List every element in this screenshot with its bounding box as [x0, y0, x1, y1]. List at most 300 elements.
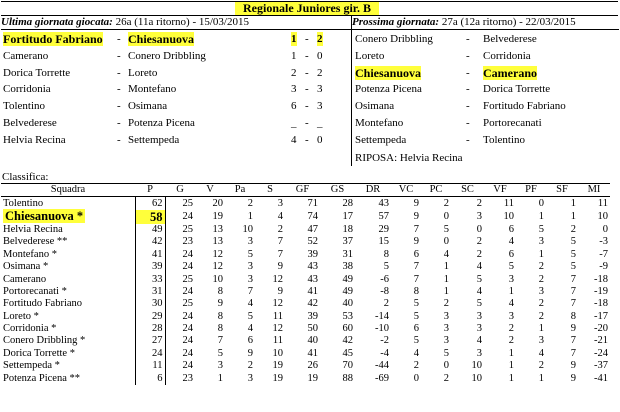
table-row [1, 261, 610, 273]
away-team: Dorica Torrette [483, 83, 551, 96]
stat-cell: 0 [476, 223, 482, 235]
table-row [1, 249, 610, 261]
stat-cell: 1 [443, 285, 449, 297]
stat-cell: 62 [135, 197, 165, 210]
match-row [1, 116, 351, 130]
stat-cell: 3 [247, 372, 253, 384]
stat-cell: 12 [272, 298, 283, 310]
home-team: Helvia Recina [3, 133, 66, 146]
stat-cell: 11 [272, 335, 283, 347]
away-team: Settempeda [128, 133, 180, 146]
stat-cell: 3 [476, 347, 482, 359]
stat-cell: 2 [443, 298, 449, 310]
stat-cell: 4 [538, 347, 544, 359]
stat-cell: 9 [277, 261, 283, 273]
stat-cell: 88 [342, 372, 353, 384]
column-header: GF [285, 184, 320, 197]
match-dash: - [466, 117, 470, 129]
score-dash: - [305, 49, 309, 62]
stat-cell: 4 [277, 210, 283, 222]
stat-cell: -17 [594, 310, 608, 322]
stat-cell: -37 [594, 360, 608, 372]
stat-cell: 28 [342, 197, 353, 209]
team-name-cell: Montefano * [3, 248, 57, 260]
home-team: Potenza Picena [355, 83, 422, 96]
column-header: P [135, 184, 165, 197]
match-row [352, 99, 619, 113]
stat-cell: 31 [135, 286, 165, 298]
match-row [352, 133, 619, 147]
table-row [1, 273, 610, 285]
home-score: 1 [291, 33, 297, 45]
stat-cell: 7 [413, 273, 419, 285]
stat-cell: 24 [182, 248, 193, 260]
stat-cell: -9 [599, 261, 608, 273]
stat-cell: 1 [570, 197, 576, 209]
stat-cell: -20 [594, 323, 608, 335]
stat-cell: 49 [135, 224, 165, 236]
score-dash: - [305, 33, 309, 45]
stat-cell: 0 [443, 236, 449, 248]
stat-cell: 2 [247, 197, 253, 209]
table-row [1, 298, 610, 310]
away-score: 3 [317, 100, 323, 113]
away-team: Portorecanati [483, 117, 542, 129]
stat-cell: 1 [508, 360, 514, 372]
stat-cell: 3 [247, 261, 253, 273]
column-header: SF [546, 184, 578, 197]
stat-cell: 3 [538, 236, 544, 248]
away-team: Conero Dribbling [128, 49, 206, 62]
stat-cell: -6 [380, 273, 389, 285]
stat-cell: 50 [307, 323, 318, 335]
stat-cell: 10 [212, 273, 223, 285]
stat-cell: 12 [212, 248, 223, 260]
home-score: 6 [291, 100, 297, 113]
column-header: S [255, 184, 285, 197]
stat-cell: 3 [443, 310, 449, 322]
stat-cell: 41 [307, 285, 318, 297]
stat-cell: 18 [342, 223, 353, 235]
stat-cell: 9 [413, 197, 419, 209]
away-team: Potenza Picena [128, 117, 195, 129]
stat-cell: 6 [247, 335, 253, 347]
stat-cell: 4 [476, 285, 482, 297]
stat-cell: 39 [307, 310, 318, 322]
stat-cell: 9 [570, 360, 576, 372]
stat-cell: 2 [538, 273, 544, 285]
stat-cell: 15 [378, 236, 389, 248]
home-team: Chiesanuova [355, 65, 422, 80]
stat-cell: 2 [413, 360, 419, 372]
stat-cell: 3 [476, 210, 482, 222]
stat-cell: 11 [135, 360, 165, 372]
page-title: Regionale Juniores gir. B [235, 2, 379, 15]
stat-cell: 4 [508, 236, 514, 248]
home-score: 3 [291, 83, 297, 96]
stat-cell: 6 [413, 248, 419, 260]
stat-cell: 7 [413, 261, 419, 273]
stat-cell: 43 [307, 273, 318, 285]
stat-cell: 57 [378, 210, 389, 222]
stat-cell: 26 [307, 360, 318, 372]
stat-cell: -19 [594, 285, 608, 297]
stat-cell: 2 [476, 197, 482, 209]
stat-cell: 5 [247, 248, 253, 260]
column-header: Pa [225, 184, 255, 197]
stat-cell: 11 [503, 197, 514, 209]
stat-cell: 3 [538, 335, 544, 347]
stat-cell: 39 [307, 248, 318, 260]
stat-cell: 2 [443, 197, 449, 209]
table-row [1, 372, 610, 384]
match-row [352, 116, 619, 130]
stat-cell: 41 [307, 347, 318, 359]
away-score: 3 [317, 83, 323, 96]
home-team: Dorica Torrette [3, 66, 71, 79]
stat-cell: 5 [570, 236, 576, 248]
next-round-panel [352, 15, 619, 166]
stat-cell: 7 [277, 248, 283, 260]
stat-cell: -18 [594, 298, 608, 310]
home-team: Tolentino [3, 100, 46, 113]
table-row [1, 360, 610, 372]
stat-cell: 0 [443, 360, 449, 372]
stat-cell: 2 [383, 298, 389, 310]
stat-cell: 12 [212, 261, 223, 273]
match-row [352, 66, 619, 80]
stat-cell: 5 [570, 248, 576, 260]
team-name-cell: Tolentino [3, 197, 44, 209]
stat-cell: -24 [594, 347, 608, 359]
next-round-header [352, 15, 619, 30]
team-name-cell: Dorica Torrette * [3, 347, 75, 359]
stat-cell: 5 [413, 335, 419, 347]
stat-cell: 1 [538, 248, 544, 260]
last-round-panel [1, 15, 352, 166]
stat-cell: 9 [277, 285, 283, 297]
home-score: _ [291, 117, 297, 129]
stat-cell: 1 [443, 273, 449, 285]
stat-cell: 1 [443, 261, 449, 273]
match-dash: - [117, 83, 121, 96]
match-row [1, 82, 351, 96]
match-dash: - [466, 100, 470, 113]
stat-cell: 25 [182, 298, 193, 310]
column-header: VF [484, 184, 516, 197]
match-dash: - [117, 33, 121, 45]
away-team: Loreto [128, 66, 158, 79]
match-row [1, 99, 351, 113]
stat-cell: 39 [135, 261, 165, 273]
stat-cell: 4 [247, 323, 253, 335]
stat-cell: 38 [342, 261, 353, 273]
stat-cell: 5 [570, 261, 576, 273]
team-name-cell: Corridonia * [3, 323, 57, 335]
stat-cell: -8 [380, 285, 389, 297]
stat-cell: 5 [443, 223, 449, 235]
stat-cell: 3 [443, 323, 449, 335]
match-row [352, 49, 619, 63]
home-team: Fortitudo Fabriano [3, 32, 103, 46]
table-row [1, 224, 610, 236]
stat-cell: -3 [599, 236, 608, 248]
away-team: Fortitudo Fabriano [483, 100, 566, 113]
match-dash: - [466, 66, 470, 79]
column-header: DR [355, 184, 391, 197]
away-team: Chiesanuova [128, 32, 195, 46]
stat-cell: 2 [538, 298, 544, 310]
stat-cell: 43 [378, 197, 389, 209]
stat-cell: 13 [212, 236, 223, 248]
table-row [1, 286, 610, 298]
stat-cell: 3 [443, 335, 449, 347]
standings-label: Classifica: [2, 171, 49, 183]
team-name: Chiesanuova * [5, 208, 84, 223]
stat-cell: 6 [413, 323, 419, 335]
team-name-cell: Potenza Picena ** [3, 372, 80, 384]
stat-cell: 30 [135, 298, 165, 310]
column-header: VC [391, 184, 421, 197]
stat-cell: 37 [342, 236, 353, 248]
stat-cell: 24 [182, 360, 193, 372]
stat-cell: 6 [508, 223, 514, 235]
stat-cell: 3 [277, 197, 283, 209]
stat-cell: 5 [413, 310, 419, 322]
stat-cell: 7 [570, 347, 576, 359]
stat-cell: 24 [182, 210, 193, 222]
stat-cell: 1 [538, 210, 544, 222]
stat-cell: 2 [538, 360, 544, 372]
stat-cell: 8 [383, 248, 389, 260]
column-header: G [165, 184, 195, 197]
match-dash: - [466, 33, 470, 45]
stat-cell: 2 [508, 323, 514, 335]
stat-cell: 6 [135, 372, 165, 384]
stat-cell: 1 [538, 323, 544, 335]
stat-cell: -44 [375, 360, 389, 372]
home-team: Conero Dribbling [355, 33, 433, 45]
home-team: Montefano [355, 117, 404, 129]
home-score: 4 [291, 133, 297, 146]
stat-cell: 0 [413, 372, 419, 384]
stat-cell: 10 [471, 360, 482, 372]
home-team: Belvederese [3, 117, 57, 129]
stat-cell: 24 [135, 348, 165, 360]
stat-cell: 2 [570, 223, 576, 235]
home-team: Loreto [355, 49, 385, 62]
table-row [1, 323, 610, 335]
stat-cell: 5 [217, 347, 223, 359]
stat-cell: 45 [342, 347, 353, 359]
table-row [1, 236, 610, 248]
team-name-cell: Osimana * [3, 261, 49, 273]
stat-cell: 5 [476, 298, 482, 310]
score-dash: - [305, 83, 309, 96]
stat-cell: 23 [182, 372, 193, 384]
rest-team: RIPOSA: Helvia Recina [355, 152, 463, 164]
standings-table [1, 183, 610, 385]
away-team: Osimana [128, 100, 168, 113]
next-round-info: 27a (12a ritorno) - 22/03/2015 [441, 16, 576, 28]
stat-cell: 42 [342, 335, 353, 347]
stat-cell: 5 [413, 298, 419, 310]
stat-cell: 74 [307, 210, 318, 222]
stat-cell: 2 [476, 248, 482, 260]
team-name-cell: Settempeda * [3, 360, 60, 372]
match-row [352, 82, 619, 96]
away-team: Tolentino [483, 133, 526, 146]
away-score: 0 [317, 49, 323, 62]
stat-cell: 27 [135, 335, 165, 347]
stat-cell: 19 [272, 372, 283, 384]
stat-cell: 5 [538, 223, 544, 235]
stat-cell: 71 [307, 197, 318, 209]
away-team: Belvederese [483, 33, 537, 45]
stat-cell: 24 [182, 323, 193, 335]
team-name-cell: Camerano [3, 273, 47, 285]
stat-cell: 4 [443, 248, 449, 260]
stat-cell: 3 [538, 285, 544, 297]
stat-cell: 12 [272, 273, 283, 285]
stat-cell: -10 [375, 323, 389, 335]
title-bar [1, 1, 618, 16]
standings-header-row [1, 184, 610, 197]
stat-cell: 10 [242, 223, 253, 235]
stat-cell: 12 [272, 323, 283, 335]
stat-cell: 3 [247, 273, 253, 285]
match-row [352, 32, 619, 46]
stat-cell: 4 [476, 261, 482, 273]
stat-cell: 3 [247, 236, 253, 248]
stat-cell: 10 [597, 210, 608, 222]
last-round-info: 26a (11a ritorno) - 15/03/2015 [115, 16, 249, 28]
last-round-label: Ultima giornata giocata: [1, 16, 113, 28]
table-row [1, 348, 610, 360]
stat-cell: 5 [508, 261, 514, 273]
stat-cell: 3 [217, 360, 223, 372]
stat-cell: 17 [342, 210, 353, 222]
stat-cell: 2 [508, 335, 514, 347]
stat-cell: 13 [212, 223, 223, 235]
stat-cell: 25 [182, 223, 193, 235]
stat-cell: -14 [375, 310, 389, 322]
home-team: Osimana [355, 100, 395, 113]
stat-cell: 40 [342, 298, 353, 310]
stat-cell: 8 [217, 323, 223, 335]
stat-cell: 0 [602, 223, 608, 235]
stat-cell: 0 [538, 197, 544, 209]
stat-cell: -4 [380, 347, 389, 359]
stat-cell: 7 [247, 285, 253, 297]
score-dash: - [305, 117, 309, 129]
stat-cell: -69 [375, 372, 389, 384]
stat-cell: 1 [217, 372, 223, 384]
stat-cell: 3 [476, 310, 482, 322]
stat-cell: 3 [508, 310, 514, 322]
stat-cell: 6 [508, 248, 514, 260]
stat-cell: 42 [135, 236, 165, 248]
next-round-label: Prossima giornata: [352, 16, 440, 28]
stat-cell: 10 [471, 372, 482, 384]
match-dash: - [466, 133, 470, 146]
stat-cell: 2 [247, 360, 253, 372]
stat-cell: 7 [570, 273, 576, 285]
stat-cell: 8 [217, 310, 223, 322]
stat-cell: 25 [182, 197, 193, 209]
column-header: MI [578, 184, 610, 197]
team-name-cell: Conero Dribbling * [3, 335, 86, 347]
stat-cell: 1 [508, 347, 514, 359]
stat-cell: 49 [342, 285, 353, 297]
stat-cell: 52 [307, 236, 318, 248]
stat-cell: 5 [247, 310, 253, 322]
stat-cell: 40 [307, 335, 318, 347]
home-score: 1 [291, 49, 297, 62]
stat-cell: 2 [538, 261, 544, 273]
stat-cell: 29 [378, 223, 389, 235]
away-score: 2 [317, 33, 323, 45]
stat-cell: -41 [594, 372, 608, 384]
match-dash: - [117, 133, 121, 146]
table-row [1, 311, 610, 323]
stat-cell: 10 [272, 347, 283, 359]
away-score: _ [317, 117, 323, 129]
stat-cell: 10 [503, 210, 514, 222]
stat-cell: 24 [182, 310, 193, 322]
stat-cell: 25 [182, 273, 193, 285]
stat-cell: 24 [182, 335, 193, 347]
stat-cell: 20 [212, 197, 223, 209]
team-name-cell [1, 210, 135, 224]
match-dash: - [466, 49, 470, 62]
stat-cell: 0 [443, 210, 449, 222]
stat-cell: 11 [272, 310, 283, 322]
match-dash: - [117, 66, 121, 79]
stat-cell: 4 [247, 298, 253, 310]
stat-cell: -21 [594, 335, 608, 347]
stat-cell: 33 [135, 273, 165, 285]
match-row [1, 49, 351, 63]
team-name-cell: Fortitudo Fabriano [3, 298, 83, 310]
away-score: 2 [317, 66, 323, 79]
stat-cell: 9 [217, 298, 223, 310]
stat-cell: 11 [597, 197, 608, 209]
column-header: PC [421, 184, 451, 197]
stat-cell: 7 [413, 223, 419, 235]
stat-cell: 2 [443, 372, 449, 384]
stat-cell: 9 [247, 347, 253, 359]
stat-cell: 1 [247, 210, 253, 222]
stat-cell: 2 [476, 236, 482, 248]
standings-body [1, 197, 610, 385]
stat-cell: 7 [570, 298, 576, 310]
stat-cell: 1 [508, 372, 514, 384]
away-team: Montefano [128, 83, 177, 96]
column-header: PF [516, 184, 546, 197]
home-team: Camerano [3, 49, 49, 62]
stat-cell: 5 [443, 347, 449, 359]
stat-cell: 1 [508, 285, 514, 297]
stat-cell: 9 [570, 323, 576, 335]
stat-cell: 47 [307, 223, 318, 235]
column-header: SC [451, 184, 484, 197]
column-header: V [195, 184, 225, 197]
stat-cell: -7 [599, 248, 608, 260]
score-dash: - [305, 133, 309, 146]
stat-cell: 29 [135, 311, 165, 323]
stat-cell: 53 [342, 310, 353, 322]
